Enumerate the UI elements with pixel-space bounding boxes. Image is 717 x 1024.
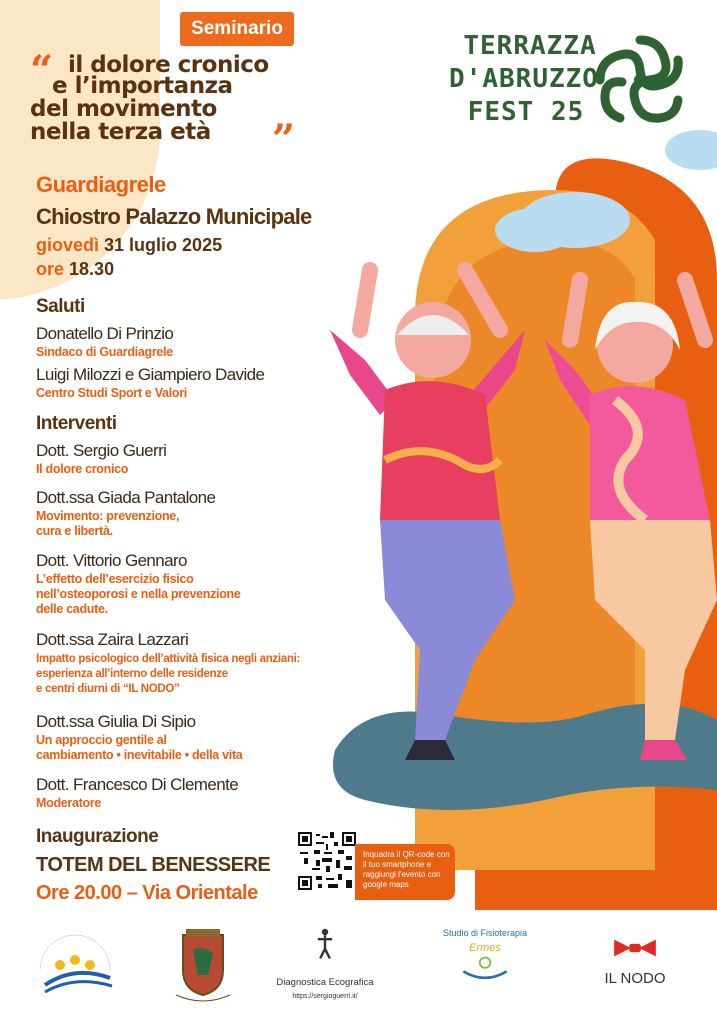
intervento-2-talk bbox=[36, 509, 179, 539]
intervento-4-speaker: Dott.ssa Zaira Lazzari bbox=[36, 630, 189, 649]
title-line-3: del movimento bbox=[30, 96, 217, 122]
intervento-3-talk-line: nell’osteoporosi e nella prevenzione bbox=[36, 587, 241, 601]
fisio-name: Ermes bbox=[469, 942, 501, 954]
intervento-2-talk-line: Movimento: prevenzione, bbox=[36, 509, 180, 523]
intervento-2-talk-line: cura e libertà. bbox=[36, 524, 113, 538]
comune-crest bbox=[168, 925, 238, 1010]
festival-knot-logo-icon bbox=[590, 30, 690, 130]
crest-shield-icon bbox=[168, 925, 238, 1010]
saluti-speaker-2: Luigi Milozzi e Giampiero Davide bbox=[36, 365, 265, 384]
il-nodo-name: IL NODO bbox=[604, 970, 666, 987]
qr-instructions: Inquadra il QR-code con il tuo smartphone e raggiungi l'evento con google maps bbox=[355, 844, 455, 900]
brand-line-2: D'ABRUZZO bbox=[449, 64, 599, 94]
il-nodo-logo bbox=[585, 935, 685, 995]
event-weekday: giovedì bbox=[36, 235, 100, 255]
hands-icon bbox=[459, 954, 511, 980]
intervento-3-talk-line: delle cadute. bbox=[36, 602, 108, 616]
anatomy-figure-icon bbox=[313, 928, 337, 960]
intervento-5-talk-line: Un approccio gentile al bbox=[36, 733, 167, 747]
event-time bbox=[36, 259, 114, 280]
seminario-badge: Seminario bbox=[180, 12, 294, 46]
event-town: Guardiagrele bbox=[36, 172, 166, 197]
intervento-4-talk-line: esperienza all’interno delle residenze bbox=[36, 668, 228, 680]
qr-code[interactable] bbox=[298, 832, 356, 890]
saluti-speaker-1: Donatello Di Prinzio bbox=[36, 324, 174, 343]
intervento-5-talk bbox=[36, 733, 242, 763]
intervento-3-talk-line: L’effetto dell’esercizio fisico bbox=[36, 572, 194, 586]
dancing-seniors-illustration bbox=[325, 130, 717, 910]
inaugurazione-when: Ore 20.00 – Via Orientale bbox=[36, 882, 258, 904]
intervento-3-talk bbox=[36, 572, 241, 617]
inaugurazione-subject: TOTEM DEL BENESSERE bbox=[36, 854, 271, 876]
intervento-4-talk-line: Impatto psicologico dell’attività fisica negli anziani: bbox=[36, 653, 301, 665]
close-quote-icon: ” bbox=[272, 116, 296, 163]
fisio-title: Studio di Fisioterapia bbox=[442, 928, 528, 938]
intervento-1-talk: Il dolore cronico bbox=[36, 462, 129, 476]
intervento-2-speaker: Dott.ssa Giada Pantalone bbox=[36, 488, 216, 507]
open-quote-icon: “ bbox=[30, 47, 54, 94]
seminar-title bbox=[30, 47, 360, 163]
intervento-4-talk bbox=[36, 652, 300, 697]
event-time-label: ore bbox=[36, 259, 65, 279]
diagnostica-url[interactable]: https://sergioguerri.it/ bbox=[292, 993, 358, 1000]
title-line-1: il dolore cronico bbox=[68, 52, 269, 78]
saluti-role-2: Centro Studi Sport e Valori bbox=[36, 386, 187, 400]
brand-line-1: TERRAZZA bbox=[463, 31, 597, 61]
sport-valori-logo-icon bbox=[30, 930, 120, 1000]
inaugurazione-heading: Inaugurazione bbox=[36, 826, 159, 847]
interventi-heading: Interventi bbox=[36, 413, 117, 434]
centro-studi-logo bbox=[30, 930, 120, 1000]
intervento-4-talk-line: e centri diurni di “IL NODO” bbox=[36, 683, 180, 695]
intervento-6-talk: Moderatore bbox=[36, 796, 102, 810]
diagnostica-logo bbox=[250, 928, 400, 1008]
intervento-5-speaker: Dott.ssa Giulia Di Sipio bbox=[36, 712, 196, 731]
brand-line-3: FEST 25 bbox=[467, 97, 585, 127]
intervento-5-talk-line: cambiamento • inevitabile • della vita bbox=[36, 748, 243, 762]
diagnostica-name: Diagnostica Ecografica bbox=[276, 977, 374, 988]
event-date-value: 31 luglio 2025 bbox=[104, 235, 223, 255]
title-line-2: e l’importanza bbox=[52, 73, 233, 99]
fisioterapia-logo bbox=[430, 928, 540, 998]
event-time-value: 18.30 bbox=[69, 259, 115, 279]
saluti-heading: Saluti bbox=[36, 296, 85, 317]
intervento-1-speaker: Dott. Sergio Guerri bbox=[36, 441, 167, 460]
event-date bbox=[36, 235, 222, 256]
title-line-4: nella terza età bbox=[30, 119, 211, 145]
saluti-role-1: Sindaco di Guardiagrele bbox=[36, 345, 173, 359]
intervento-6-speaker: Dott. Francesco Di Clemente bbox=[36, 775, 239, 794]
intervento-3-speaker: Dott. Vittorio Gennaro bbox=[36, 551, 187, 570]
event-venue: Chiostro Palazzo Municipale bbox=[36, 204, 312, 229]
red-knot-icon bbox=[610, 935, 660, 961]
